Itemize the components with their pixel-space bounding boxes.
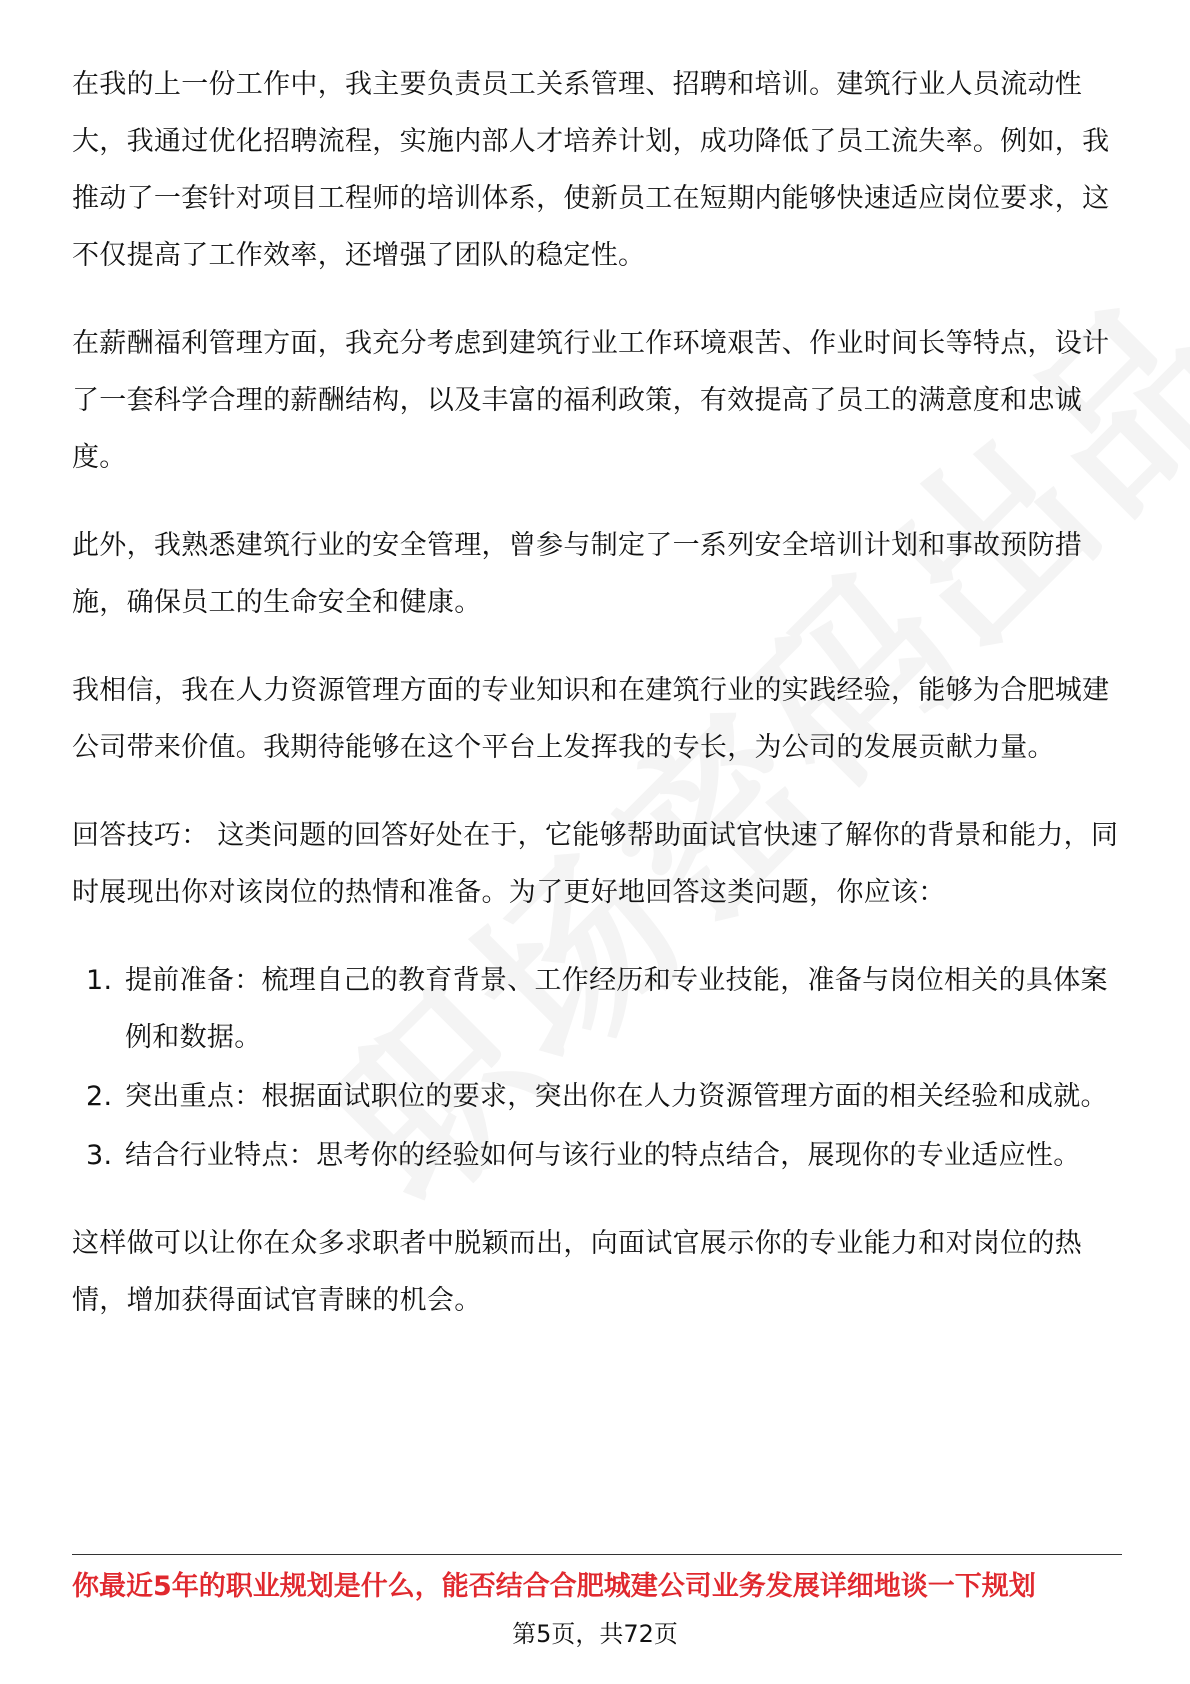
paragraph-safety: 此外，我熟悉建筑行业的安全管理，曾参与制定了一系列安全培训计划和事故预防措施，确保员工的生命安全和健康。 — [72, 530, 1083, 618]
paragraph-closing: 这样做可以让你在众多求职者中脱颖而出，向面试官展示你的专业能力和对岗位的热情，增加获得面试官青睐的机会。 — [72, 1228, 1083, 1316]
list-item-text: 提前准备：梳理自己的教育背景、工作经历和专业技能，准备与岗位相关的具体案例和数据。 — [125, 965, 1108, 1053]
paragraph-previous-job: 在我的上一份工作中，我主要负责员工关系管理、招聘和培训。建筑行业人员流动性大，我通过优化招聘流程，实施内部人才培养计划，成功降低了员工流失率。例如，我推动了一套针对项目工程师的培训体系，使新员工在短期内能够快速适应岗位要求，这不仅提高了工作效率，还增强了团队的稳定性。 — [72, 69, 1110, 271]
list-item-text: 结合行业特点：思考你的经验如何与该行业的特点结合，展现你的专业适应性。 — [125, 1140, 1081, 1171]
list-item-number: 2. — [86, 1081, 113, 1112]
page-content — [72, 56, 1122, 1360]
list-item — [72, 1127, 1122, 1184]
list-item-number: 1. — [86, 965, 113, 996]
list-item — [72, 952, 1122, 1066]
list-item — [72, 1068, 1122, 1125]
tips-list — [72, 952, 1122, 1184]
paragraph-answer-tips: 回答技巧： 这类问题的回答好处在于，它能够帮助面试官快速了解你的背景和能力，同时展现出你对该岗位的热情和准备。为了更好地回答这类问题，你应该： — [72, 820, 1119, 908]
page-number: 第5页，共72页 — [512, 1620, 678, 1648]
divider — [72, 1554, 1122, 1555]
list-item-number: 3. — [86, 1140, 113, 1171]
paragraph-belief: 我相信，我在人力资源管理方面的专业知识和在建筑行业的实践经验，能够为合肥城建公司带来价值。我期待能够在这个平台上发挥我的专长，为公司的发展贡献力量。 — [72, 675, 1110, 763]
next-question-heading: 你最近5年的职业规划是什么，能否结合合肥城建公司业务发展详细地谈一下规划 — [72, 1571, 1036, 1602]
paragraph-compensation: 在薪酬福利管理方面，我充分考虑到建筑行业工作环境艰苦、作业时间长等特点，设计了一套科学合理的薪酬结构，以及丰富的福利政策，有效提高了员工的满意度和忠诚度。 — [72, 328, 1110, 473]
list-item-text: 突出重点：根据面试职位的要求，突出你在人力资源管理方面的相关经验和成就。 — [125, 1081, 1108, 1112]
